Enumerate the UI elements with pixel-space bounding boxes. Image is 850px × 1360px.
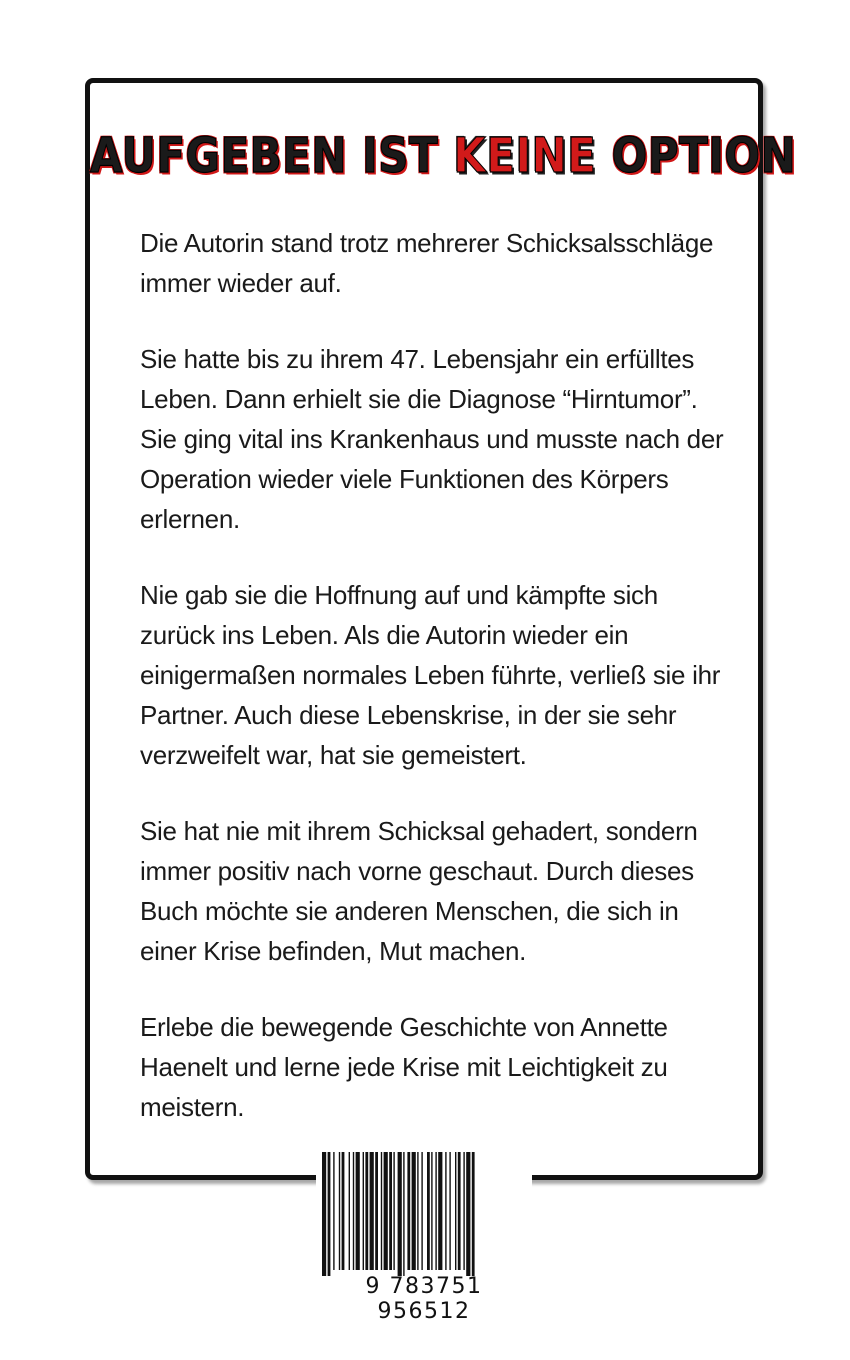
book-title (90, 127, 797, 184)
barcode-bar (466, 1152, 470, 1276)
barcode-bar (417, 1152, 418, 1270)
barcode-bar (389, 1152, 392, 1270)
barcode-bar (365, 1152, 368, 1270)
barcode-bar (333, 1152, 334, 1270)
barcode-bar (328, 1152, 331, 1276)
barcode-bar (472, 1152, 475, 1276)
barcode-bar (445, 1152, 446, 1270)
barcode-bar (449, 1152, 450, 1270)
barcode-bar (407, 1152, 410, 1270)
title-highlight: KEINE (453, 127, 597, 184)
blurb (140, 223, 730, 1163)
blurb-paragraph-4: Sie hat nie mit ihrem Schicksal gehadert, sondern immer positiv nach vorne geschaut. Durch dieses Buch möchte sie anderen Menschen, die sich in einer Krise befinden, Mut machen. (140, 816, 698, 966)
barcode-bar (363, 1152, 364, 1270)
blurb-paragraph-3: Nie gab sie die Hoffnung auf und kämpfte sich zurück ins Leben. Als die Autorin wieder ein einigermaßen normales Leben führte, verließ sie ihr Partner. Auch diese Lebenskrise, in der sie sehr verzweifelt war, hat sie gemeistert. (140, 580, 721, 770)
barcode-bar (431, 1152, 432, 1270)
barcode-bar (403, 1152, 404, 1276)
barcode-bar (427, 1152, 430, 1270)
blurb-paragraph-2: Sie hatte bis zu ihrem 47. Lebensjahr ein erfülltes Leben. Dann erhielt sie die Diagnose “Hirntumor”. Sie ging vital ins Krankenhaus und musste nach der Operation wieder viele Funktionen des Körpers erlernen. (140, 344, 724, 534)
barcode-bar (435, 1152, 436, 1270)
cover-frame (85, 78, 797, 1180)
barcode-bar (458, 1152, 461, 1270)
barcode-bar (384, 1152, 388, 1270)
title-part-2: OPTION (596, 127, 797, 184)
blurb-paragraph-1: Die Autorin stand trotz mehrerer Schicksalsschläge immer wieder auf. (140, 228, 714, 298)
barcode-bar (370, 1152, 374, 1270)
barcode-bar (381, 1152, 382, 1270)
barcode-bar (356, 1152, 360, 1270)
blurb-paragraph-5: Erlebe die bewegende Geschichte von Annette Haenelt und lerne jede Krise mit Leichtigkeit zu meistern. (140, 1012, 668, 1122)
barcode-icon (320, 1152, 528, 1276)
barcode-bar (398, 1152, 402, 1276)
barcode-bar (342, 1152, 345, 1270)
barcode-bar (322, 1152, 326, 1276)
barcode-bar (349, 1152, 350, 1270)
barcode-bar (375, 1152, 378, 1270)
title-part-1: AUFGEBEN IST (90, 127, 454, 184)
barcode-bar (455, 1152, 456, 1270)
isbn-number: 9 783751 956512 (365, 1274, 483, 1324)
barcode-bar (421, 1152, 422, 1270)
isbn-barcode (316, 1148, 532, 1324)
barcode-bar (393, 1152, 394, 1270)
barcode-bar (353, 1152, 354, 1270)
barcode-bar (463, 1152, 464, 1270)
barcode-bar (438, 1152, 442, 1270)
barcode-bar (412, 1152, 416, 1270)
barcode-bar (339, 1152, 340, 1270)
